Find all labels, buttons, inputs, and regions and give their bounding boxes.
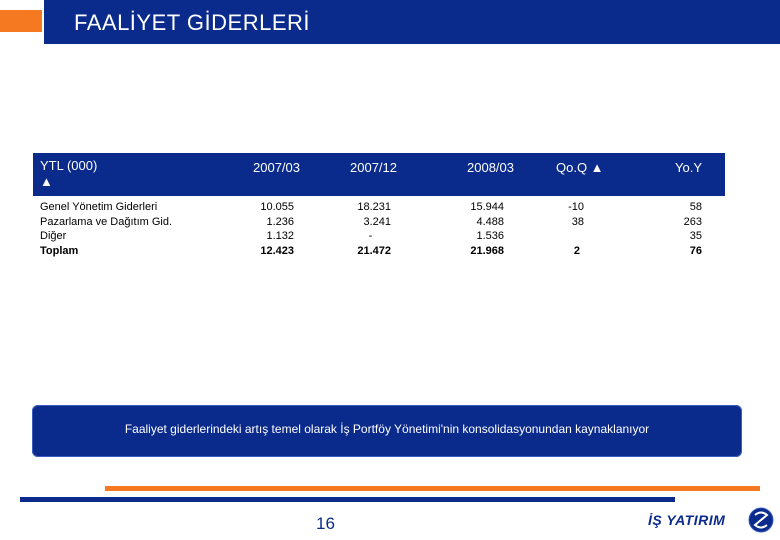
table-cell: 1.132	[266, 230, 294, 242]
table-cell: 18.231	[357, 201, 391, 213]
header-qoq: Qo.Q ▲	[556, 160, 604, 175]
title-bar	[44, 0, 780, 44]
orange-divider	[105, 486, 760, 491]
row-label: Pazarlama ve Dağıtım Gid.	[40, 215, 173, 228]
table-cell: 10.055	[260, 201, 294, 213]
column-2008-03	[454, 200, 504, 258]
table-cell: -	[368, 230, 373, 242]
row-label: Diğer	[40, 230, 67, 242]
row-label-total: Toplam	[40, 244, 79, 257]
table-cell: 1.236	[266, 215, 294, 228]
blue-divider	[20, 497, 675, 502]
column-yoy	[672, 200, 702, 258]
header-label: YTL (000)	[40, 158, 98, 173]
table-cell: 15.944	[470, 201, 504, 213]
table-header	[33, 153, 725, 196]
note-box	[32, 405, 742, 457]
header-2007-12: 2007/12	[350, 160, 397, 175]
table-cell-total: 12.423	[260, 244, 294, 257]
table-cell: 35	[689, 230, 702, 242]
column-2007-12	[340, 200, 391, 258]
column-qoq	[550, 200, 584, 258]
row-labels-column	[40, 200, 172, 258]
is-yatirim-logo	[648, 506, 774, 536]
logo-emblem-icon	[748, 506, 774, 534]
table-cell-total: 2	[573, 244, 580, 257]
row-label: Genel Yönetim Giderleri	[40, 201, 158, 213]
table-cell-total: 21.968	[470, 244, 504, 257]
orange-accent-tab	[0, 10, 42, 32]
table-cell: 38	[571, 215, 584, 228]
page-title: FAALİYET GİDERLERİ	[74, 10, 311, 35]
logo-text: İŞ YATIRIM	[648, 512, 726, 528]
header-yoy: Yo.Y	[675, 160, 702, 175]
header-2007-03: 2007/03	[253, 160, 300, 175]
table-cell: -10	[568, 201, 584, 213]
table-cell	[550, 229, 584, 244]
header-2008-03: 2008/03	[467, 160, 514, 175]
triangle-up-icon: ▲	[40, 174, 53, 189]
table-cell: 3.241	[363, 215, 391, 228]
page-number: 16	[316, 514, 335, 533]
column-2007-03	[244, 200, 294, 258]
header-label-cell	[40, 158, 97, 190]
note-text: Faaliyet giderlerindeki artış temel olarak İş Portföy Yönetimi'nin konsolidasyonundan kaynaklanıyor	[124, 422, 650, 436]
table-cell-total: 76	[689, 244, 702, 257]
table-cell-total: 21.472	[357, 244, 391, 257]
table-cell: 58	[689, 201, 702, 213]
table-cell: 263	[683, 215, 702, 228]
table-cell: 4.488	[476, 215, 504, 228]
table-cell: 1.536	[476, 230, 504, 242]
